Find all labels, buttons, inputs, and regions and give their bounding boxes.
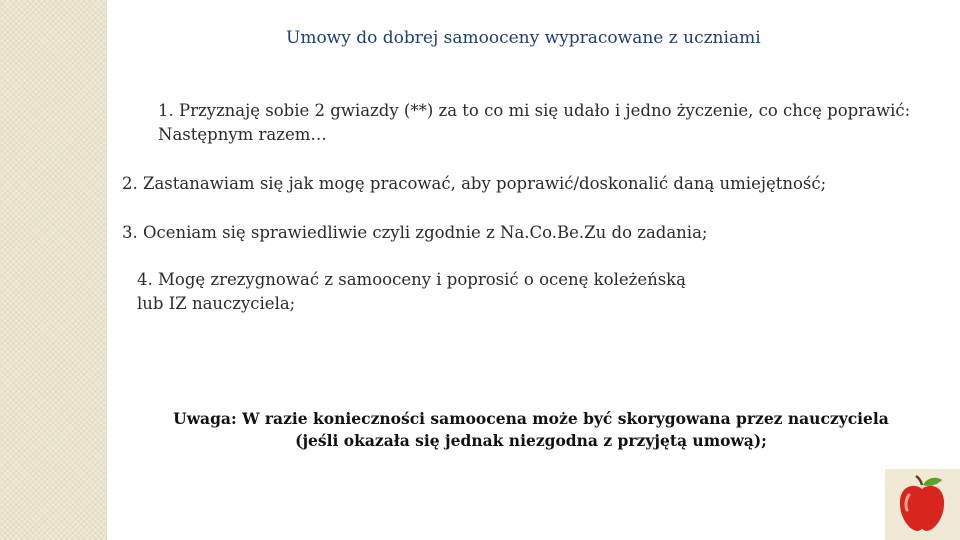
list-item-line: Następnym razem… [158,125,327,144]
note-text [120,408,942,452]
decorative-side-pattern [0,0,107,540]
list-item-line: 1. Przyznaję sobie 2 gwiazdy (**) za to co mi się udało i jedno życzenie, co chcę poprawić: [158,101,911,120]
slide-title: Umowy do dobrej samooceny wypracowane z uczniami [286,28,761,48]
apple-icon [897,475,947,533]
apple-decoration [885,469,960,540]
list-item [122,99,910,147]
list-item-line: 4. Mogę zrezygnować z samooceny i poprosić o ocenę koleżeńską [137,270,687,289]
note-line: Uwaga: W razie konieczności samoocena może być skorygowana przez nauczyciela [173,409,889,428]
list-item-line: lub IZ nauczyciela; [137,294,296,313]
list-item [122,268,686,316]
list-item [122,221,707,245]
list-item-line: 2. Zastanawiam się jak mogę pracować, aby poprawić/doskonalić daną umiejętność; [122,174,827,193]
list-item-line: 3. Oceniam się sprawiedliwie czyli zgodnie z Na.Co.Be.Zu do zadania; [122,223,708,242]
note-line: (jeśli okazała się jednak niezgodna z przyjętą umową); [295,431,767,450]
list-item [122,172,826,196]
